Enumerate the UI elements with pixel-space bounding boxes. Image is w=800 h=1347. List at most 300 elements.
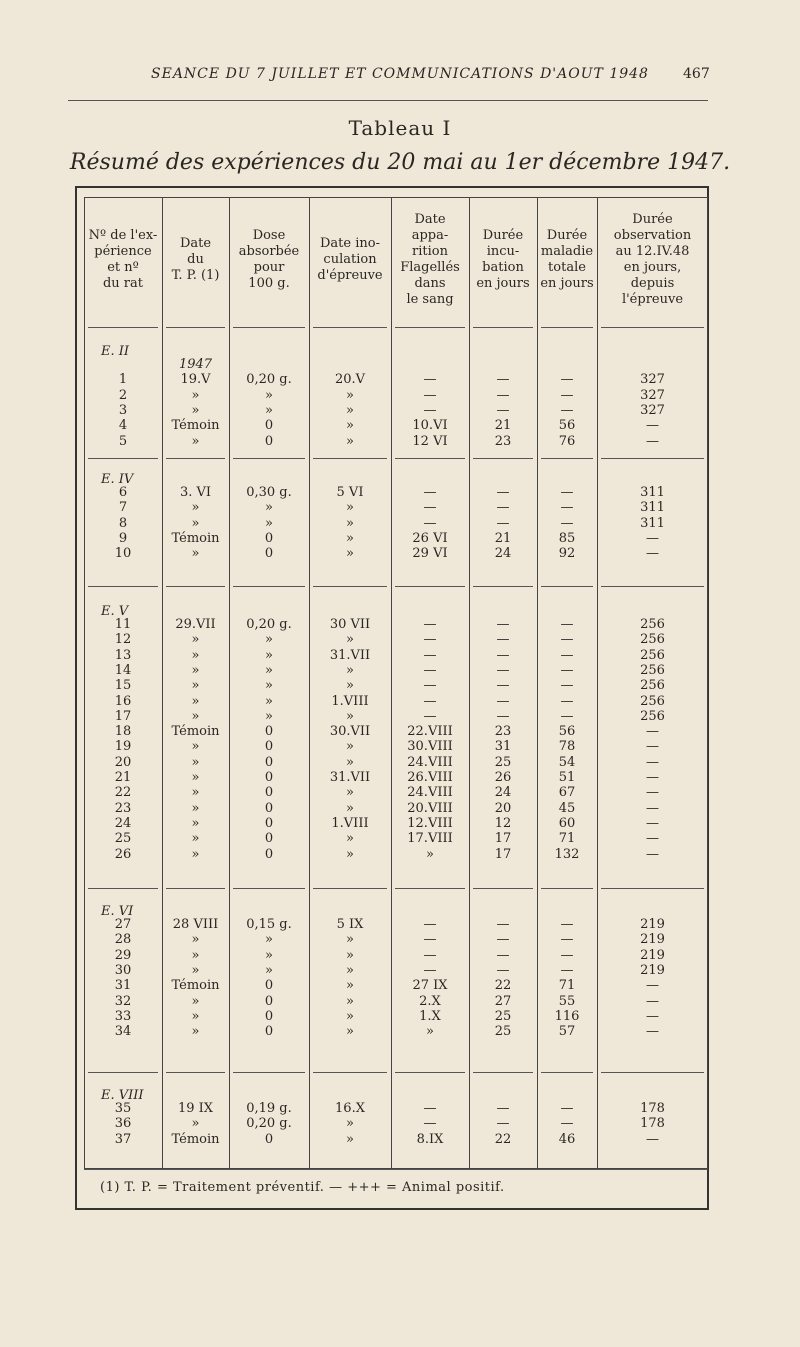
group-separator (541, 586, 593, 587)
table-cell: » (191, 739, 200, 755)
table-cell: 19 IX (177, 1101, 214, 1116)
group-separator (233, 458, 305, 459)
table-cell: » (346, 993, 354, 1009)
table-cell: 13 (114, 647, 132, 663)
table-cell: » (191, 693, 200, 709)
table-cell: » (191, 785, 200, 801)
table-cell: 22 (494, 1131, 512, 1147)
table-cell: — (560, 515, 574, 531)
table-cell: 1.X (419, 1008, 441, 1024)
group-separator (473, 888, 533, 889)
table-cell: 132 (554, 846, 580, 862)
table-cell: 29 (114, 947, 132, 963)
table-cell: 36 (114, 1116, 132, 1132)
table-cell: 28 (114, 932, 132, 948)
footnote-rule (84, 1169, 708, 1170)
table-cell: » (265, 947, 273, 963)
table-cell: 56 (558, 724, 576, 740)
table-cell: 0 (264, 754, 274, 770)
table-cell: — (423, 708, 437, 724)
table-cell: — (560, 1116, 574, 1132)
table-cell: — (646, 993, 659, 1009)
table-cell: 256 (640, 632, 665, 648)
table-cell: — (646, 739, 659, 755)
table-cell: — (560, 662, 574, 678)
table-cell: 11 (114, 617, 132, 632)
table-cell: 256 (640, 647, 665, 663)
table-cell: 35 (114, 1101, 132, 1116)
table-cell: — (560, 500, 574, 516)
table-cell: » (346, 515, 354, 531)
table-cell: 0 (264, 418, 274, 434)
table-cell: — (646, 800, 659, 816)
table-cell: — (646, 530, 659, 546)
group-separator (473, 1072, 533, 1073)
table-cell: 311 (640, 500, 665, 516)
table-cell: » (346, 632, 354, 648)
table-cell: 219 (640, 962, 665, 978)
table-cell: — (646, 846, 659, 862)
header-underline (233, 327, 305, 328)
table-cell: » (346, 530, 354, 546)
experiment-label: E. VI (101, 904, 134, 919)
table-cell: » (191, 678, 200, 694)
table-cell: 5 VI (336, 485, 364, 500)
table-cell: 60 (558, 815, 576, 831)
group-separator (166, 458, 225, 459)
table-cell: » (346, 546, 354, 562)
table-cell: 25 (494, 1008, 512, 1024)
table-cell: 31 (494, 739, 512, 755)
table-cell: 256 (640, 678, 665, 694)
table-cell: Témoin (171, 530, 220, 546)
table-cell: 24.VIII (407, 754, 453, 770)
table-cell: » (191, 754, 200, 770)
table-cell: — (646, 754, 659, 770)
table-cell: 20.V (334, 372, 366, 388)
table-cell: » (265, 515, 273, 531)
group-separator (233, 1072, 305, 1073)
table-cell: 256 (640, 662, 665, 678)
table-cell: » (191, 500, 200, 516)
table-cell: — (646, 418, 659, 434)
table-cell: » (265, 387, 273, 403)
table-cell: » (265, 632, 273, 648)
group-separator (541, 1072, 593, 1073)
table-cell: — (646, 1008, 659, 1024)
group-separator (395, 458, 465, 459)
table-cell: 0,20 g. (246, 372, 292, 388)
table-cell: 0,15 g. (246, 917, 292, 932)
experiment-label: E. V (101, 604, 129, 619)
table-cell: 46 (558, 1131, 576, 1147)
table-cell: — (496, 1101, 510, 1116)
table-cell: » (346, 1131, 354, 1147)
table-cell: — (423, 387, 437, 403)
column-header: Durée maladie totale en jours (540, 228, 594, 291)
table-cell: 5 (118, 433, 128, 449)
table-cell: 0,30 g. (246, 485, 292, 500)
header-underline (88, 327, 158, 328)
table-cell: — (560, 387, 574, 403)
group-separator (601, 458, 704, 459)
table-cell: — (496, 678, 510, 694)
table-cell: 20 (494, 800, 512, 816)
table-cell: » (265, 678, 273, 694)
table-cell: 24 (494, 785, 512, 801)
table-cell: » (191, 662, 200, 678)
table-cell: 23 (494, 433, 512, 449)
table-cell: 12 VI (412, 433, 448, 449)
table-cell: 0,20 g. (246, 617, 292, 632)
table-cell: — (496, 387, 510, 403)
table-cell: — (423, 632, 437, 648)
table-cell: » (346, 500, 354, 516)
table-cell: — (423, 917, 437, 932)
table-cell: 6 (118, 485, 128, 500)
table-cell: » (346, 739, 354, 755)
table-cell: — (646, 978, 659, 994)
table-cell: — (560, 962, 574, 978)
table-cell: 16.X (335, 1101, 365, 1116)
table-cell: » (346, 962, 354, 978)
table-cell: 0 (264, 978, 274, 994)
table-cell: — (423, 1116, 437, 1132)
table-cell: 3. VI (179, 485, 212, 500)
table-cell: » (346, 1008, 354, 1024)
group-separator (166, 888, 225, 889)
experiment-label: E. II (101, 344, 130, 359)
table-cell: 31.VII (329, 770, 371, 785)
header-underline (395, 327, 465, 328)
table-cell: 34 (114, 1024, 132, 1040)
table-cell: » (346, 800, 354, 816)
table-cell: 78 (558, 739, 576, 755)
column-header: Durée observation au 12.IV.48 en jours, depuis l'épreuve (613, 212, 692, 307)
table-cell: 23 (114, 800, 132, 816)
table-cell: — (423, 1101, 437, 1116)
table-cell: 30 VII (329, 617, 371, 632)
table-cell: » (191, 1008, 200, 1024)
table-cell: » (191, 947, 200, 963)
group-separator (601, 888, 704, 889)
table-cell: » (191, 846, 200, 862)
table-cell: 19 (114, 739, 132, 755)
table-cell: 8.IX (416, 1131, 444, 1147)
table-cell: 327 (640, 402, 665, 418)
table-cell: 76 (558, 433, 576, 449)
table-cell: — (560, 632, 574, 648)
table-cell: 30 (114, 962, 132, 978)
table-cell: 17 (114, 708, 132, 724)
table-cell: — (496, 372, 510, 388)
group-separator (233, 586, 305, 587)
table-cell: » (265, 962, 273, 978)
table-cell: 0 (264, 846, 274, 862)
table-cell: — (496, 962, 510, 978)
table-cell: » (191, 515, 200, 531)
table-cell: 256 (640, 708, 665, 724)
table-cell: — (423, 932, 437, 948)
table-cell: 4 (118, 418, 128, 434)
table-cell: — (423, 693, 437, 709)
table-cell: Témoin (171, 1131, 220, 1147)
table-cell: — (496, 617, 510, 632)
table-cell: — (646, 770, 659, 785)
table-cell: » (265, 402, 273, 418)
table-cell: 0 (264, 785, 274, 801)
table-cell: — (496, 708, 510, 724)
table-cell: Témoin (171, 978, 220, 994)
table-cell: » (191, 831, 200, 847)
table-cell: » (346, 1024, 354, 1040)
table-cell: 256 (640, 693, 665, 709)
group-separator (395, 888, 465, 889)
table-cell: » (346, 418, 354, 434)
running-head: SEANCE DU 7 JUILLET ET COMMUNICATIONS D'AOUT 1948 (151, 66, 649, 82)
header-underline (601, 327, 704, 328)
table-cell: 16 (114, 693, 132, 709)
page-number: 467 (683, 66, 710, 82)
table-cell: 2.X (419, 993, 441, 1009)
table-cell: 7 (118, 500, 128, 516)
table-cell: 22 (494, 978, 512, 994)
table-cell: — (560, 693, 574, 709)
table-cell: 30.VIII (407, 739, 453, 755)
table-cell: — (423, 515, 437, 531)
table-cell: — (560, 485, 574, 500)
table-cell: 15 (114, 678, 132, 694)
table-cell: 20 (114, 754, 132, 770)
table-cell: » (265, 647, 273, 663)
table-cell: 20.VIII (407, 800, 453, 816)
table-cell: — (560, 947, 574, 963)
table-cell: » (191, 632, 200, 648)
experiment-label: E. IV (101, 472, 134, 487)
table-cell: — (496, 932, 510, 948)
table-cell: 17 (494, 846, 512, 862)
table-cell: 31 (114, 978, 132, 994)
table-cell: — (496, 515, 510, 531)
column-header: Date ino- culation d'épreuve (317, 236, 383, 283)
group-separator (313, 1072, 387, 1073)
column-header: Nº de l'ex- périence et nº du rat (88, 228, 158, 291)
table-cell: 25 (494, 1024, 512, 1040)
table-cell: 22 (114, 785, 132, 801)
table-cell: 31.VII (329, 647, 371, 663)
table-cell: » (191, 932, 200, 948)
table-cell: — (646, 1131, 659, 1147)
group-separator (313, 888, 387, 889)
table-cell: 12 (494, 815, 512, 831)
table-cell: 0,19 g. (246, 1101, 292, 1116)
table-cell: 12 (114, 632, 132, 648)
table-cell: 37 (114, 1131, 132, 1147)
table-cell: » (191, 962, 200, 978)
table-cell: — (496, 500, 510, 516)
table-cell: » (346, 433, 354, 449)
table-cell: 55 (558, 993, 576, 1009)
table-cell: 0 (264, 815, 274, 831)
table-cell: » (346, 708, 354, 724)
table-cell: » (346, 978, 354, 994)
table-cell: 0 (264, 1131, 274, 1147)
table-cell: — (496, 1116, 510, 1132)
table-cell: » (346, 947, 354, 963)
header-underline (541, 327, 593, 328)
table-cell: — (423, 647, 437, 663)
table-cell: » (191, 993, 200, 1009)
table-cell: » (346, 1116, 354, 1132)
table-cell: — (496, 693, 510, 709)
table-cell: 8 (118, 515, 128, 531)
column-header: Durée incu- bation en jours (476, 228, 530, 291)
table-cell: 1 (118, 372, 128, 388)
table-cell: 14 (114, 662, 132, 678)
table-cell: — (496, 647, 510, 663)
group-separator (313, 586, 387, 587)
table-cell: — (423, 678, 437, 694)
table-cell: » (346, 387, 354, 403)
table-cell: — (560, 402, 574, 418)
experiment-label: E. VIII (101, 1088, 144, 1103)
table-cell: — (496, 485, 510, 500)
table-cell: » (346, 932, 354, 948)
table-cell: — (423, 662, 437, 678)
table-cell: 311 (640, 485, 665, 500)
table-cell: 327 (640, 387, 665, 403)
table-footnote: (1) T. P. = Traitement préventif. — +++ = Animal positif. (100, 1180, 505, 1195)
column-header: Date appa- rition Flagellés dans le sang (400, 212, 460, 307)
header-rule (68, 100, 708, 101)
table-cell: — (496, 947, 510, 963)
table-cell: — (560, 678, 574, 694)
table-cell: 57 (558, 1024, 576, 1040)
table-cell: » (265, 932, 273, 948)
table-cell: 30.VII (329, 724, 371, 740)
table-cell: 0 (264, 770, 274, 785)
table-cell: 17.VIII (407, 831, 453, 847)
table-cell: » (346, 785, 354, 801)
group-separator (395, 586, 465, 587)
table-cell: 51 (558, 770, 576, 785)
table-cell: Témoin (171, 724, 220, 740)
table-cell: » (191, 433, 200, 449)
table-cell: 1.VIII (331, 693, 369, 709)
group-separator (88, 586, 158, 587)
group-separator (88, 458, 158, 459)
table-cell: 3 (118, 402, 128, 418)
table-cell: — (423, 485, 437, 500)
table-cell: — (423, 947, 437, 963)
table-cell: 219 (640, 932, 665, 948)
table-cell: 45 (558, 800, 576, 816)
table-cell: 26 (114, 846, 132, 862)
table-cell: — (646, 546, 659, 562)
table-cell: 22.VIII (407, 724, 453, 740)
table-cell: 327 (640, 372, 665, 388)
table-cell: 27 IX (412, 978, 448, 994)
table-cell: 0 (264, 831, 274, 847)
table-cell: — (560, 617, 574, 632)
table-cell: » (191, 647, 200, 663)
table-cell: 12.VIII (407, 815, 453, 831)
group-separator (395, 1072, 465, 1073)
table-cell: 25 (494, 754, 512, 770)
table-cell: » (346, 831, 354, 847)
table-cell: — (646, 1024, 659, 1040)
table-cell: » (346, 678, 354, 694)
group-separator (233, 888, 305, 889)
table-cell: 0 (264, 433, 274, 449)
table-cell: 28 VIII (172, 917, 219, 932)
group-separator (473, 458, 533, 459)
table-cell: » (426, 1024, 434, 1040)
table-cell: 0 (264, 1024, 274, 1040)
table-cell: — (560, 372, 574, 388)
table-cell: — (560, 647, 574, 663)
table-cell: 29.VII (175, 617, 216, 632)
table-cell: — (423, 372, 437, 388)
table-cell: » (191, 708, 200, 724)
table-cell: 116 (554, 1008, 580, 1024)
group-separator (601, 586, 704, 587)
table-cell: — (423, 500, 437, 516)
table-cell: — (560, 917, 574, 932)
table-cell: » (426, 846, 434, 862)
table-cell: 0 (264, 993, 274, 1009)
table-cell: 32 (114, 993, 132, 1009)
table-cell: 219 (640, 947, 665, 963)
table-cell: 256 (640, 617, 665, 632)
table-cell: 27 (114, 917, 132, 932)
table-cell: » (191, 546, 200, 562)
table-cell: 24 (114, 815, 132, 831)
header-underline (313, 327, 387, 328)
table-cell: 178 (640, 1101, 665, 1116)
table-cell: » (191, 402, 200, 418)
table-cell: 21 (494, 418, 512, 434)
table-cell: » (191, 770, 200, 785)
table-cell: — (496, 632, 510, 648)
table-cell: 17 (494, 831, 512, 847)
table-cell: 0 (264, 724, 274, 740)
table-cell: 29 VI (412, 546, 448, 562)
table-cell: » (265, 500, 273, 516)
table-cell: » (191, 387, 200, 403)
group-separator (473, 586, 533, 587)
table-cell: 178 (640, 1116, 665, 1132)
header-underline (473, 327, 533, 328)
table-title: Tableau I (348, 116, 452, 140)
table-cell: — (646, 785, 659, 801)
table-cell: 21 (494, 530, 512, 546)
table-cell: 26 (494, 770, 512, 785)
table-cell: » (191, 800, 200, 816)
table-cell: 23 (494, 724, 512, 740)
group-separator (313, 458, 387, 459)
table-cell: — (560, 932, 574, 948)
group-separator (541, 888, 593, 889)
table-cell: — (423, 402, 437, 418)
table-cell: 26.VIII (407, 770, 453, 785)
table-cell: 67 (558, 785, 576, 801)
table-cell: 24 (494, 546, 512, 562)
table-cell: — (496, 662, 510, 678)
group-separator (166, 1072, 225, 1073)
table-cell: » (346, 846, 354, 862)
header-underline (166, 327, 225, 328)
